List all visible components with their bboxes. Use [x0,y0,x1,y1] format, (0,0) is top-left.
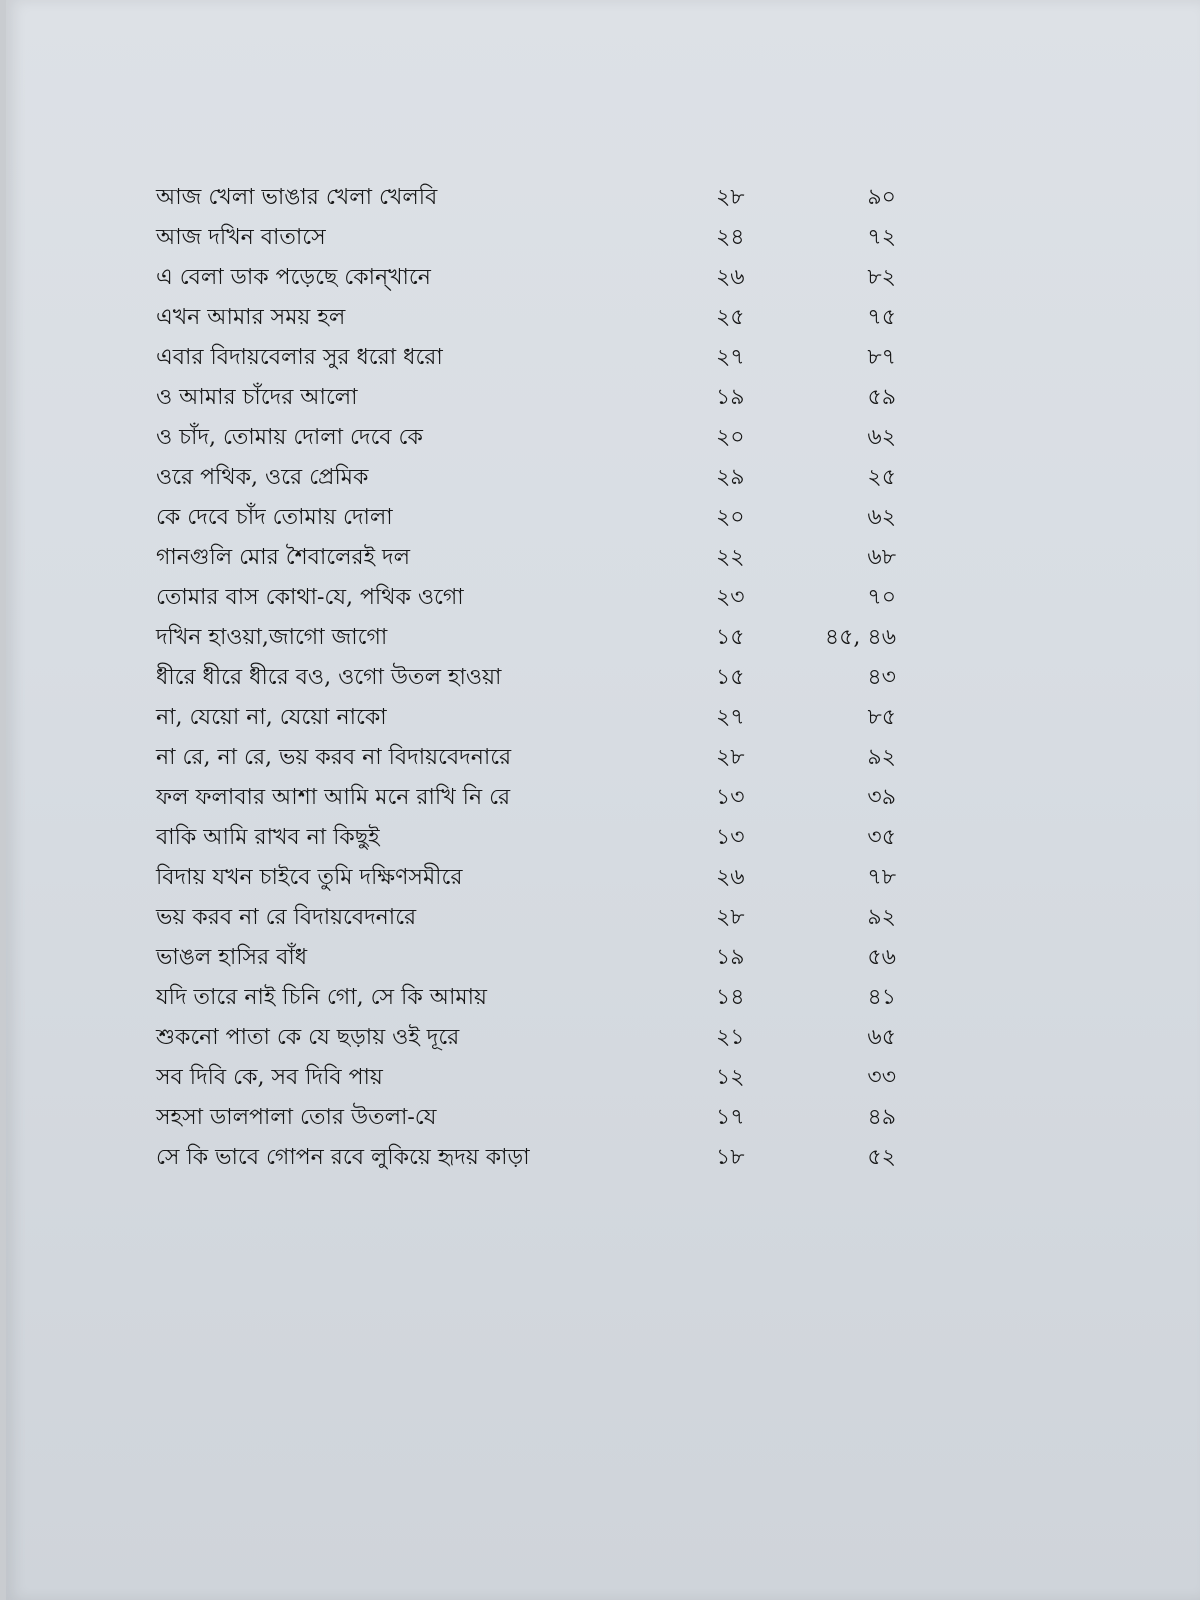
song-title: দখিন হাওয়া,জাগো জাগো [156,625,388,650]
index-row [156,818,916,858]
first-column-number: ২৯ [716,465,745,490]
index-row [156,418,916,458]
page-number: ৩৫ [867,825,896,850]
song-title: সে কি ভাবে গোপন রবে লুকিয়ে হৃদয় কাড়া [156,1145,530,1170]
page-number: ৪৩ [867,665,896,690]
index-row [156,178,916,218]
index-row [156,218,916,258]
song-title: না রে, না রে, ভয় করব না বিদায়বেদনারে [156,745,512,770]
first-column-number: ২৮ [716,905,745,930]
page-number: ৫৯ [867,385,896,410]
page-number: ৮৭ [867,345,896,370]
song-title: ভয় করব না রে বিদায়বেদনারে [156,905,417,930]
page-number: ৯০ [867,185,896,210]
page-number: ৮২ [867,265,896,290]
song-title: সহসা ডালপালা তোর উতলা-যে [156,1105,437,1130]
song-title: ও চাঁদ, তোমায় দোলা দেবে কে [156,425,423,450]
index-row [156,858,916,898]
index-row [156,258,916,298]
song-title: এ বেলা ডাক পড়েছে কোন্‌খানে [156,265,431,290]
page-number: ৪৯ [867,1105,896,1130]
first-column-number: ১২ [716,1065,745,1090]
page-number: ৬৮ [867,545,896,570]
first-column-number: ২৬ [716,865,745,890]
index-row [156,778,916,818]
index-row [156,618,916,658]
index-row [156,658,916,698]
song-index-list [156,178,916,1178]
song-title: শুকনো পাতা কে যে ছড়ায় ওই দূরে [156,1025,460,1050]
page-number: ৬২ [867,425,896,450]
page-number: ৪১ [867,985,896,1010]
song-title: এখন আমার সময় হল [156,305,346,330]
first-column-number: ২৮ [716,185,745,210]
page-number: ৬৫ [867,1025,896,1050]
page-number: ৫২ [867,1145,896,1170]
index-row [156,1018,916,1058]
first-column-number: ১৫ [716,665,745,690]
index-row [156,898,916,938]
first-column-number: ২০ [716,425,745,450]
index-row [156,338,916,378]
song-title: ধীরে ধীরে ধীরে বও, ওগো উতল হাওয়া [156,665,502,690]
song-title: বিদায় যখন চাইবে তুমি দক্ষিণসমীরে [156,865,463,890]
song-title: যদি তারে নাই চিনি গো, সে কি আমায় [156,985,487,1010]
first-column-number: ২৭ [716,705,745,730]
page-number: ৪৫, ৪৬ [824,625,896,650]
song-title: না, যেয়ো না, যেয়ো নাকো [156,705,387,730]
first-column-number: ১৩ [716,825,745,850]
first-column-number: ২০ [716,505,745,530]
song-title: ও আমার চাঁদের আলো [156,385,358,410]
first-column-number: ২২ [716,545,745,570]
first-column-number: ২৮ [716,745,745,770]
index-row [156,498,916,538]
index-row [156,978,916,1018]
index-row [156,698,916,738]
song-title: এবার বিদায়বেলার সুর ধরো ধরো [156,345,443,370]
first-column-number: ১৯ [716,945,745,970]
index-row [156,298,916,338]
page-number: ২৫ [867,465,896,490]
index-row [156,578,916,618]
page-number: ৫৬ [867,945,896,970]
song-title: গানগুলি মোর শৈবালেরই দল [156,545,410,570]
first-column-number: ২৪ [716,225,745,250]
song-title: আজ দখিন বাতাসে [156,225,326,250]
page-number: ৮৫ [867,705,896,730]
first-column-number: ২৭ [716,345,745,370]
page-number: ৩৯ [867,785,896,810]
song-title: ফল ফলাবার আশা আমি মনে রাখি নি রে [156,785,511,810]
song-title: তোমার বাস কোথা-যে, পথিক ওগো [156,585,464,610]
index-row [156,1058,916,1098]
song-title: সব দিবি কে, সব দিবি পায় [156,1065,383,1090]
page-number: ৩৩ [867,1065,896,1090]
song-title: কে দেবে চাঁদ তোমায় দোলা [156,505,393,530]
first-column-number: ২১ [716,1025,745,1050]
first-column-number: ১৮ [716,1145,745,1170]
page-number: ৭৮ [867,865,896,890]
index-row [156,738,916,778]
first-column-number: ২৬ [716,265,745,290]
song-title: বাকি আমি রাখব না কিছুই [156,825,380,850]
index-row [156,538,916,578]
index-row [156,1098,916,1138]
first-column-number: ১৭ [716,1105,745,1130]
book-page [6,0,1200,1600]
page-number: ৯২ [867,745,896,770]
page-number: ৭০ [867,585,896,610]
song-title: ওরে পথিক, ওরে প্রেমিক [156,465,369,490]
index-row [156,378,916,418]
song-title: ভাঙল হাসির বাঁধ [156,945,308,970]
first-column-number: ১৪ [716,985,745,1010]
index-row [156,938,916,978]
first-column-number: ১৫ [716,625,745,650]
page-number: ৬২ [867,505,896,530]
first-column-number: ১৯ [716,385,745,410]
page-number: ৭৫ [867,305,896,330]
song-title: আজ খেলা ভাঙার খেলা খেলবি [156,185,438,210]
first-column-number: ১৩ [716,785,745,810]
index-row [156,1138,916,1178]
index-row [156,458,916,498]
page-number: ৯২ [867,905,896,930]
first-column-number: ২৩ [716,585,745,610]
page-number: ৭২ [867,225,896,250]
first-column-number: ২৫ [716,305,745,330]
